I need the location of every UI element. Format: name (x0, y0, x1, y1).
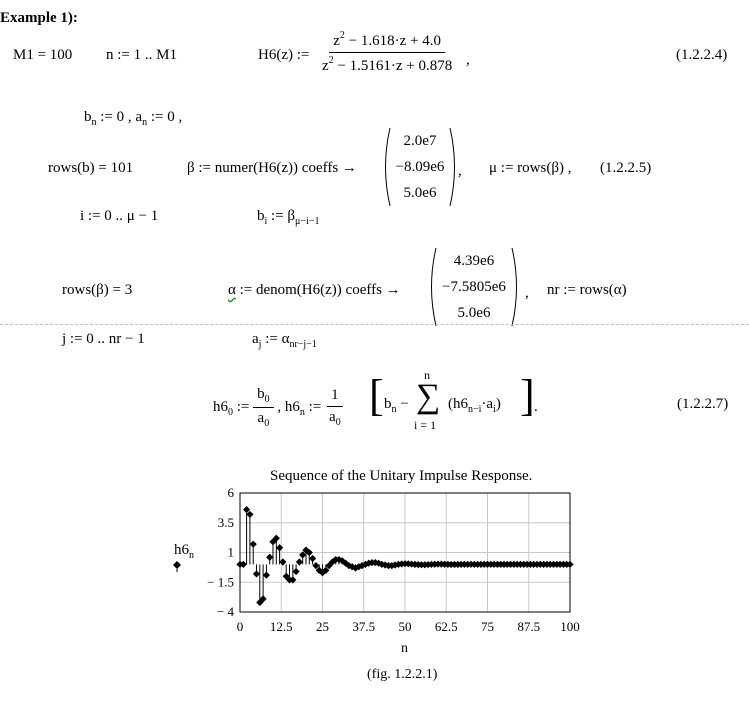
sum-upper-limit: n (424, 368, 430, 382)
alpha-vector-item: 4.39e6 (453, 252, 495, 269)
y-tick-label: 6 (227, 485, 234, 500)
y-tick-label: 3.5 (217, 514, 234, 530)
chart-title: Sequence of the Unitary Impulse Response. (270, 468, 533, 484)
chart-grid (240, 493, 570, 612)
sum-lower-limit: i = 1 (414, 418, 437, 432)
eq7-period: . (534, 399, 538, 415)
i-range-definition: i := 0 .. μ − 1 (80, 208, 159, 224)
h6-n-lhs: $h6_n$ := (284, 398, 322, 418)
left-bracket: [ (369, 371, 384, 420)
b-a-init: $b_n$ := 0 , $a_n$ := 0 , (84, 109, 183, 128)
x-tick-label: 87.5 (517, 619, 541, 634)
alpha-definition: α := denom(H6(z)) coeffs → (228, 282, 401, 298)
alpha-vector (432, 248, 516, 326)
beta-vector-item: 2.0e7 (403, 132, 437, 149)
x-tick-label: 37.5 (352, 619, 376, 634)
region-separator (0, 324, 749, 325)
sum-term: $(h6_{n-i}\cdot a_i)$ (448, 396, 501, 415)
data-point (296, 558, 303, 565)
b-reverse-assign: $b_i$ := $\beta_{\mu-i-1}$ (257, 208, 320, 227)
beta-vector-item: −8.09e6 (395, 158, 445, 175)
data-point (293, 568, 300, 575)
equation-number-1227: (1.2.2.7) (677, 396, 729, 412)
data-point (263, 572, 270, 579)
data-point (253, 570, 260, 577)
h6-recursion: $h6_0$ := $\frac{b_0}{a_0}$ , $h6_n$ := $\frac{1}{a_0}$ (213, 386, 345, 429)
data-point (250, 541, 257, 548)
h6-zero-lhs: $h6_0$ := (213, 398, 250, 418)
legend-marker (172, 559, 184, 573)
j-range-definition: j := 0 .. nr − 1 (62, 331, 145, 347)
x-tick-label: 62.5 (434, 619, 458, 634)
x-tick-label: 12.5 (269, 619, 293, 634)
h6-numerator: $z^2 - 1.618\cdot z + 4.0$ (329, 30, 445, 53)
alpha-vector-item: −7.5805e6 (442, 278, 506, 295)
data-point (309, 555, 316, 562)
beta-definition: β := numer(H6(z)) coeffs → (187, 160, 357, 176)
equation-number-1224: (1.2.2.4) (676, 47, 728, 63)
right-bracket: ] (520, 371, 535, 420)
impulse-response-chart (190, 485, 590, 635)
nr-definition: nr := rows(α) (547, 282, 627, 298)
n-range-definition: n := 1 .. M1 (106, 47, 177, 63)
bn-term: $b_n$ − (384, 396, 409, 415)
figure-caption: (fig. 1.2.2.1) (367, 667, 438, 682)
data-point (279, 558, 286, 565)
y-tick-label: − 1.5 (207, 574, 234, 590)
x-tick-label: 75 (481, 619, 494, 634)
b0-over-a0: $\frac{b_0}{a_0}$ (253, 386, 274, 429)
rows-b-result: rows(b) = 101 (48, 160, 134, 176)
a-reverse-assign: $a_j$ := $\alpha_{nr-j-1}$ (252, 331, 317, 350)
beta-vector-item: 5.0e6 (403, 184, 437, 201)
y-tick-label: 1 (227, 544, 234, 560)
data-point (266, 554, 273, 561)
example-label: Example 1): (0, 10, 78, 26)
x-tick-label: 50 (398, 619, 412, 634)
eq5-comma: , (525, 285, 529, 301)
x-axis-label: n (401, 641, 408, 656)
data-point (276, 544, 283, 551)
alpha-symbol: α (228, 282, 236, 298)
eq3-comma: , (458, 163, 462, 179)
beta-vector (386, 128, 454, 206)
h6-transfer-fraction (318, 30, 456, 75)
h6-lhs: H6(z) := (258, 47, 310, 63)
x-tick-label: 100 (560, 619, 580, 634)
x-tick-label: 0 (236, 619, 244, 634)
h6-denominator: $z^2 - 1.5161\cdot z + 0.878$ (322, 55, 453, 74)
m1-definition: M1 = 100 (13, 47, 73, 63)
sigma-symbol: ∑ (416, 378, 441, 415)
one-over-a0: $\frac{1}{a_0}$ (329, 387, 341, 428)
x-tick-label: 25 (316, 619, 329, 634)
legend-label: $h6_n$ (174, 542, 194, 561)
mu-definition: μ := rows(β) , (489, 160, 572, 176)
rows-beta-result: rows(β) = 3 (62, 282, 133, 298)
alpha-vector-item: 5.0e6 (457, 304, 491, 321)
eq1-comma: , (466, 52, 470, 68)
equation-number-1225: (1.2.2.5) (600, 160, 652, 176)
y-tick-label: − 4 (216, 604, 234, 619)
